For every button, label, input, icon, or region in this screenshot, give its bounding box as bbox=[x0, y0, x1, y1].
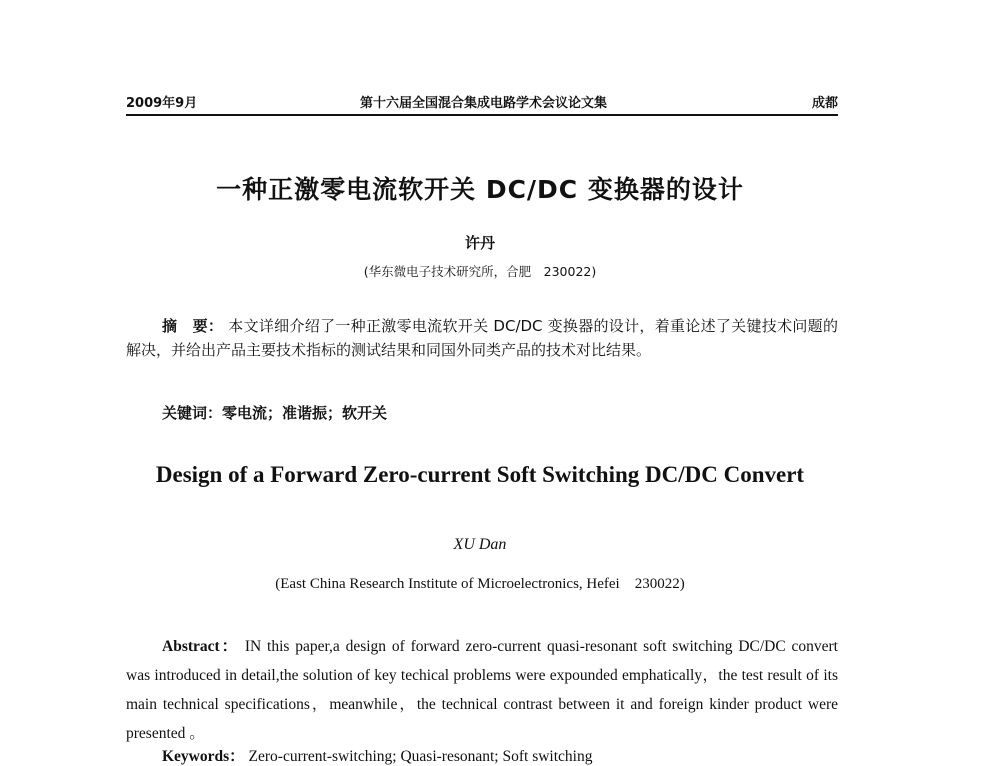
title-english: Design of a Forward Zero-current Soft Switching DC/DC Convert bbox=[155, 462, 805, 487]
header-date: 2009年9月 bbox=[126, 96, 198, 111]
abstract-english-label: Abstract： bbox=[162, 638, 240, 655]
abstract-chinese-text: 本文详细介绍了一种正激零电流软开关 DC/DC 变换器的设计，着重论述了关键技术问题的解决，并给出产品主要技术指标的测试结果和同国外同类产品的技术对比结果。 bbox=[126, 317, 838, 359]
keywords-english-text: Zero-current-switching; Quasi-resonant; Soft switching bbox=[248, 748, 593, 765]
abstract-chinese-label: 摘 要： bbox=[162, 317, 224, 335]
abstract-english-text: IN this paper,a design of forward zero-current quasi-resonant soft switching DC/DC convert was introduced in detail,the solution of key techical problems were expounded emphatically，the test result of its main technical specifications，meanwhile，the technical contrast between it and foreign kinder product were presented 。 bbox=[126, 638, 838, 742]
header-proceedings: 第十六届全国混合集成电路学术会议论文集 bbox=[360, 96, 608, 111]
keywords-chinese-text: 零电流；准谐振；软开关 bbox=[222, 404, 388, 422]
title-chinese: 一种正激零电流软开关 DC/DC 变换器的设计 bbox=[216, 175, 744, 204]
keywords-chinese-label: 关键词： bbox=[162, 404, 223, 422]
affiliation-english: (East China Research Institute of Microelectronics, Hefei 230022) bbox=[275, 576, 685, 592]
running-header bbox=[126, 88, 838, 116]
keywords-english bbox=[162, 744, 592, 766]
abstract-english bbox=[126, 632, 838, 748]
header-location: 成都 bbox=[811, 96, 838, 111]
affiliation-chinese: (华东微电子技术研究所，合肥 230022) bbox=[363, 264, 597, 279]
keywords-chinese bbox=[162, 402, 387, 423]
author-english: XU Dan bbox=[453, 536, 507, 553]
abstract-chinese bbox=[126, 314, 838, 362]
author-chinese: 许丹 bbox=[464, 234, 495, 252]
keywords-english-label: Keywords： bbox=[162, 748, 245, 765]
